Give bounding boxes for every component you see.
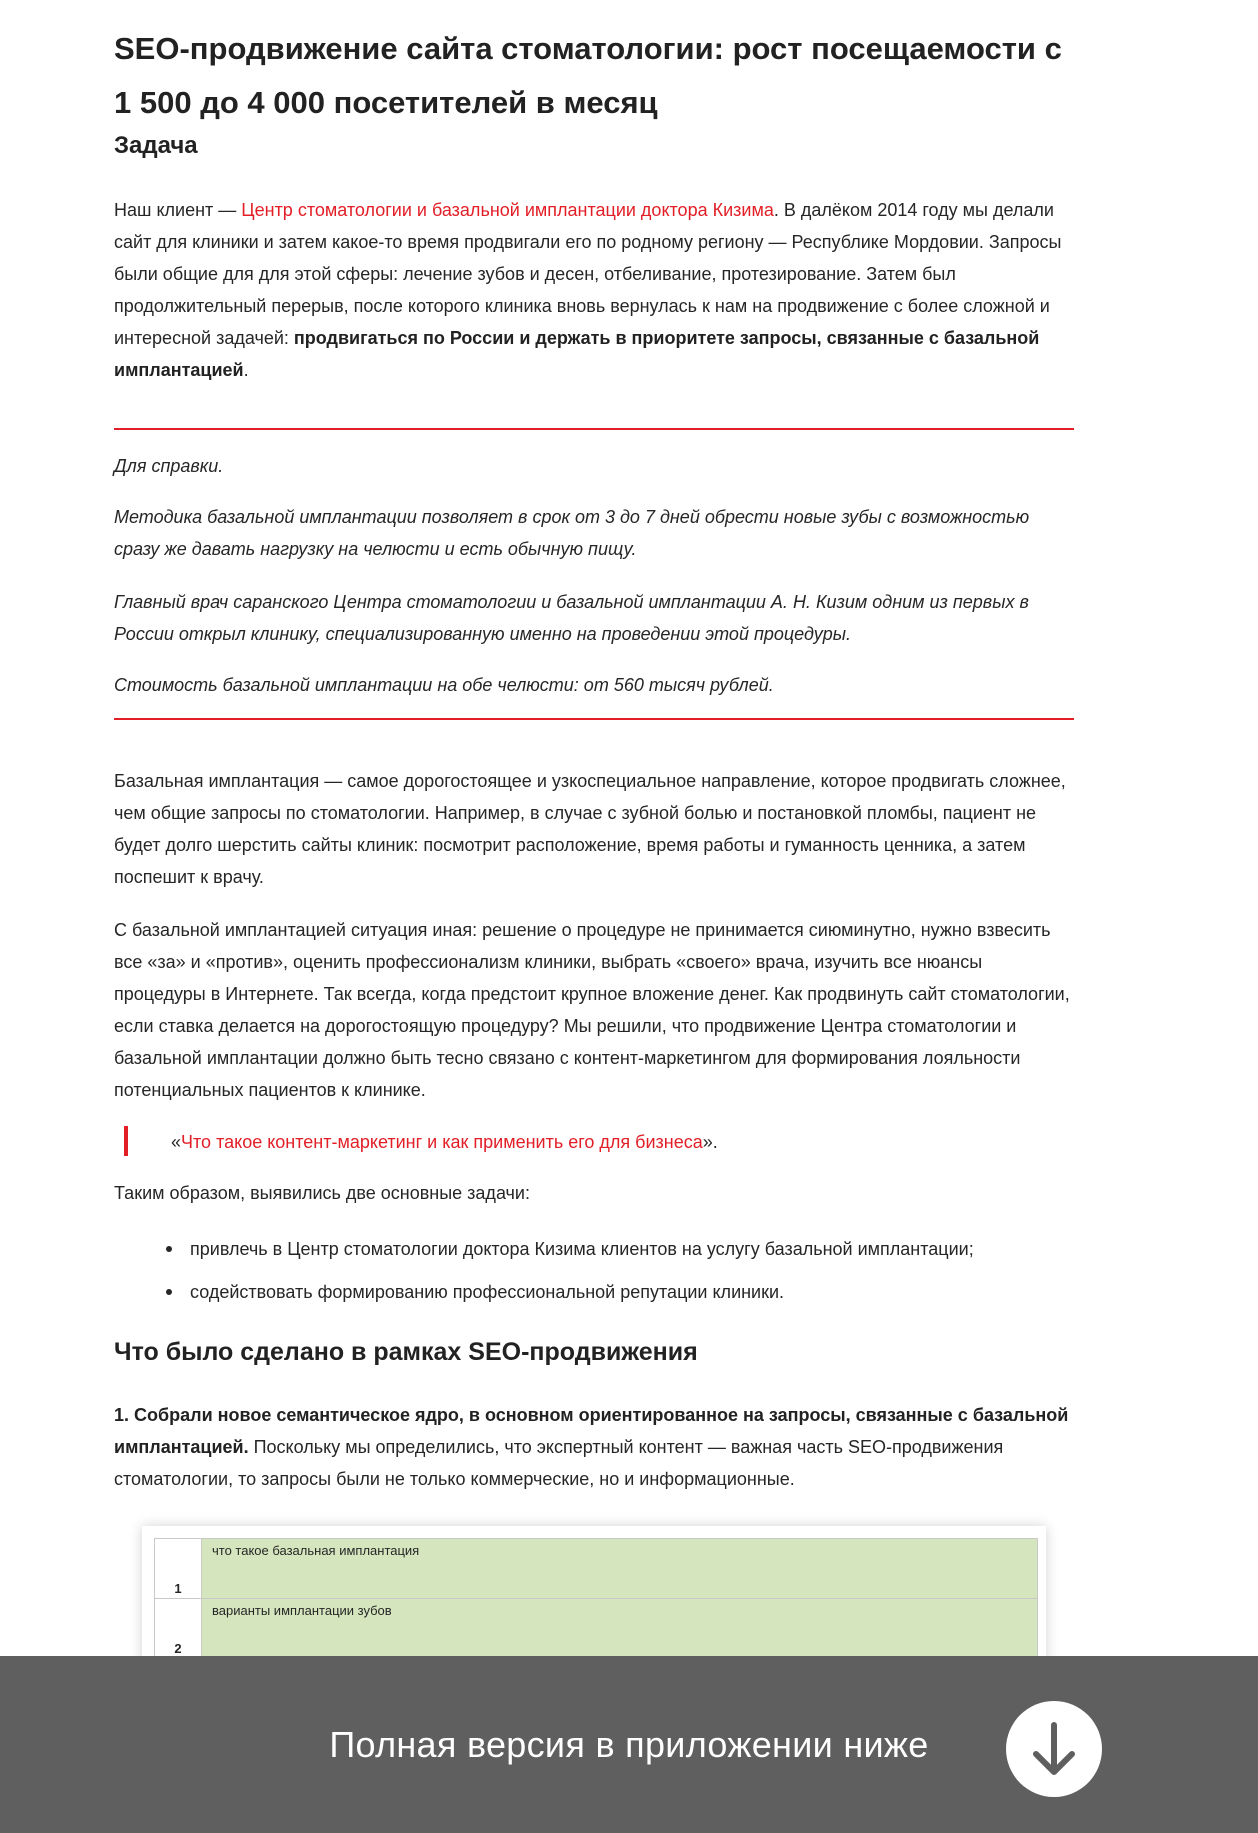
arrow-down-icon <box>1006 1701 1102 1797</box>
row-number: 2 <box>155 1599 202 1659</box>
step-paragraph: 1. Собрали новое семантическое ядро, в основном ориентированное на запросы, связанные с базальной имплантацией. Поскольку мы определились, что экспертный контент — важная часть SEO-продвижения стоматологии, то запросы были не только коммерческие, но и информационные. <box>114 1405 1069 1489</box>
download-button[interactable] <box>1006 1701 1102 1797</box>
note-top-divider <box>114 428 1074 430</box>
page-title: SEO-продвижение сайта стоматологии: рост посещаемости с 1 500 до 4 000 посетителей в месяц <box>114 31 1062 120</box>
note-paragraph: Стоимость базальной имплантации на обе челюсти: от 560 тысяч рублей. <box>114 675 774 695</box>
keywords-table <box>154 1538 1038 1659</box>
list-item: привлечь в Центр стоматологии доктора Кизима клиентов на услугу базальной имплантации; <box>114 1233 1074 1265</box>
note-bottom-divider <box>114 718 1074 720</box>
row-number: 1 <box>155 1539 202 1599</box>
list-item: содействовать формированию профессиональной репутации клиники. <box>114 1276 1074 1308</box>
tasks-list <box>114 1233 1074 1308</box>
task-intro: Наш клиент — Центр стоматологии и базальной имплантации доктора Кизима. В далёком 2014 году мы делали сайт для клиники и затем какое-то время продвигали его по родному региону — Республике Мордовии. Запросы были общие для для этой сферы: лечение зубов и десен, отбеливание, протезирование. Затем был продолжительный перерыв, после которого клиника вновь вернулась к нам на продвижение с более сложной и интересной задачей: продвигаться по России и держать в приоритете запросы, связанные с базальной имплантацией. <box>114 200 1062 380</box>
note-label: Для справки. <box>114 456 224 476</box>
keyword-cell: что такое базальная имплантация <box>202 1539 1038 1599</box>
keyword-cell: варианты имплантации зубов <box>202 1599 1038 1659</box>
banner-text: Полная версия в приложении ниже <box>329 1723 929 1765</box>
table-row <box>155 1599 1038 1659</box>
note-paragraph: Методика базальной имплантации позволяет в срок от 3 до 7 дней обрести новые зубы с возможностью сразу же давать нагрузку на челюсти и есть обычную пищу. <box>114 507 1030 559</box>
tasks-intro: Таким образом, выявились две основные задачи: <box>114 1183 530 1203</box>
app-banner[interactable] <box>0 1656 1258 1833</box>
done-heading: Что было сделано в рамках SEO-продвижения <box>114 1338 698 1366</box>
body-paragraph: Базальная имплантация — самое дорогостоящее и узкоспециальное направление, которое продвигать сложнее, чем общие запросы по стоматологии. Например, в случае с зубной болью и постановкой пломбы, пациент не будет долго шерстить сайты клиник: посмотрит расположение, время работы и гуманность ценника, а затем поспешит к врачу. <box>114 771 1066 887</box>
related-article-quote: «Что такое контент-маркетинг и как применить его для бизнеса». <box>171 1132 718 1152</box>
client-link[interactable]: Центр стоматологии и базальной имплантации доктора Кизима <box>241 200 774 220</box>
table-row <box>155 1539 1038 1599</box>
keywords-spreadsheet <box>142 1526 1046 1666</box>
body-paragraph: С базальной имплантацией ситуация иная: решение о процедуре не принимается сиюминутно, нужно взвесить все «за» и «против», оценить профессионализм клиники, выбрать «своего» врача, изучить все нюансы процедуры в Интернете. Так всегда, когда предстоит крупное вложение денег. Как продвинуть сайт стоматологии, если ставка делается на дорогостоящую процедуру? Мы решили, что продвижение Центра стоматологии и базальной имплантации должно быть тесно связано с контент-маркетингом для формирования лояльности потенциальных пациентов к клинике. <box>114 920 1070 1100</box>
content-marketing-link[interactable]: Что такое контент-маркетинг и как применить его для бизнеса <box>181 1132 703 1152</box>
quote-marker <box>124 1126 128 1156</box>
task-heading: Задача <box>114 132 198 159</box>
note-paragraph: Главный врач саранского Центра стоматологии и базальной имплантации А. Н. Кизим одним из первых в России открыл клинику, специализированную именно на проведении этой процедуры. <box>114 592 1029 644</box>
